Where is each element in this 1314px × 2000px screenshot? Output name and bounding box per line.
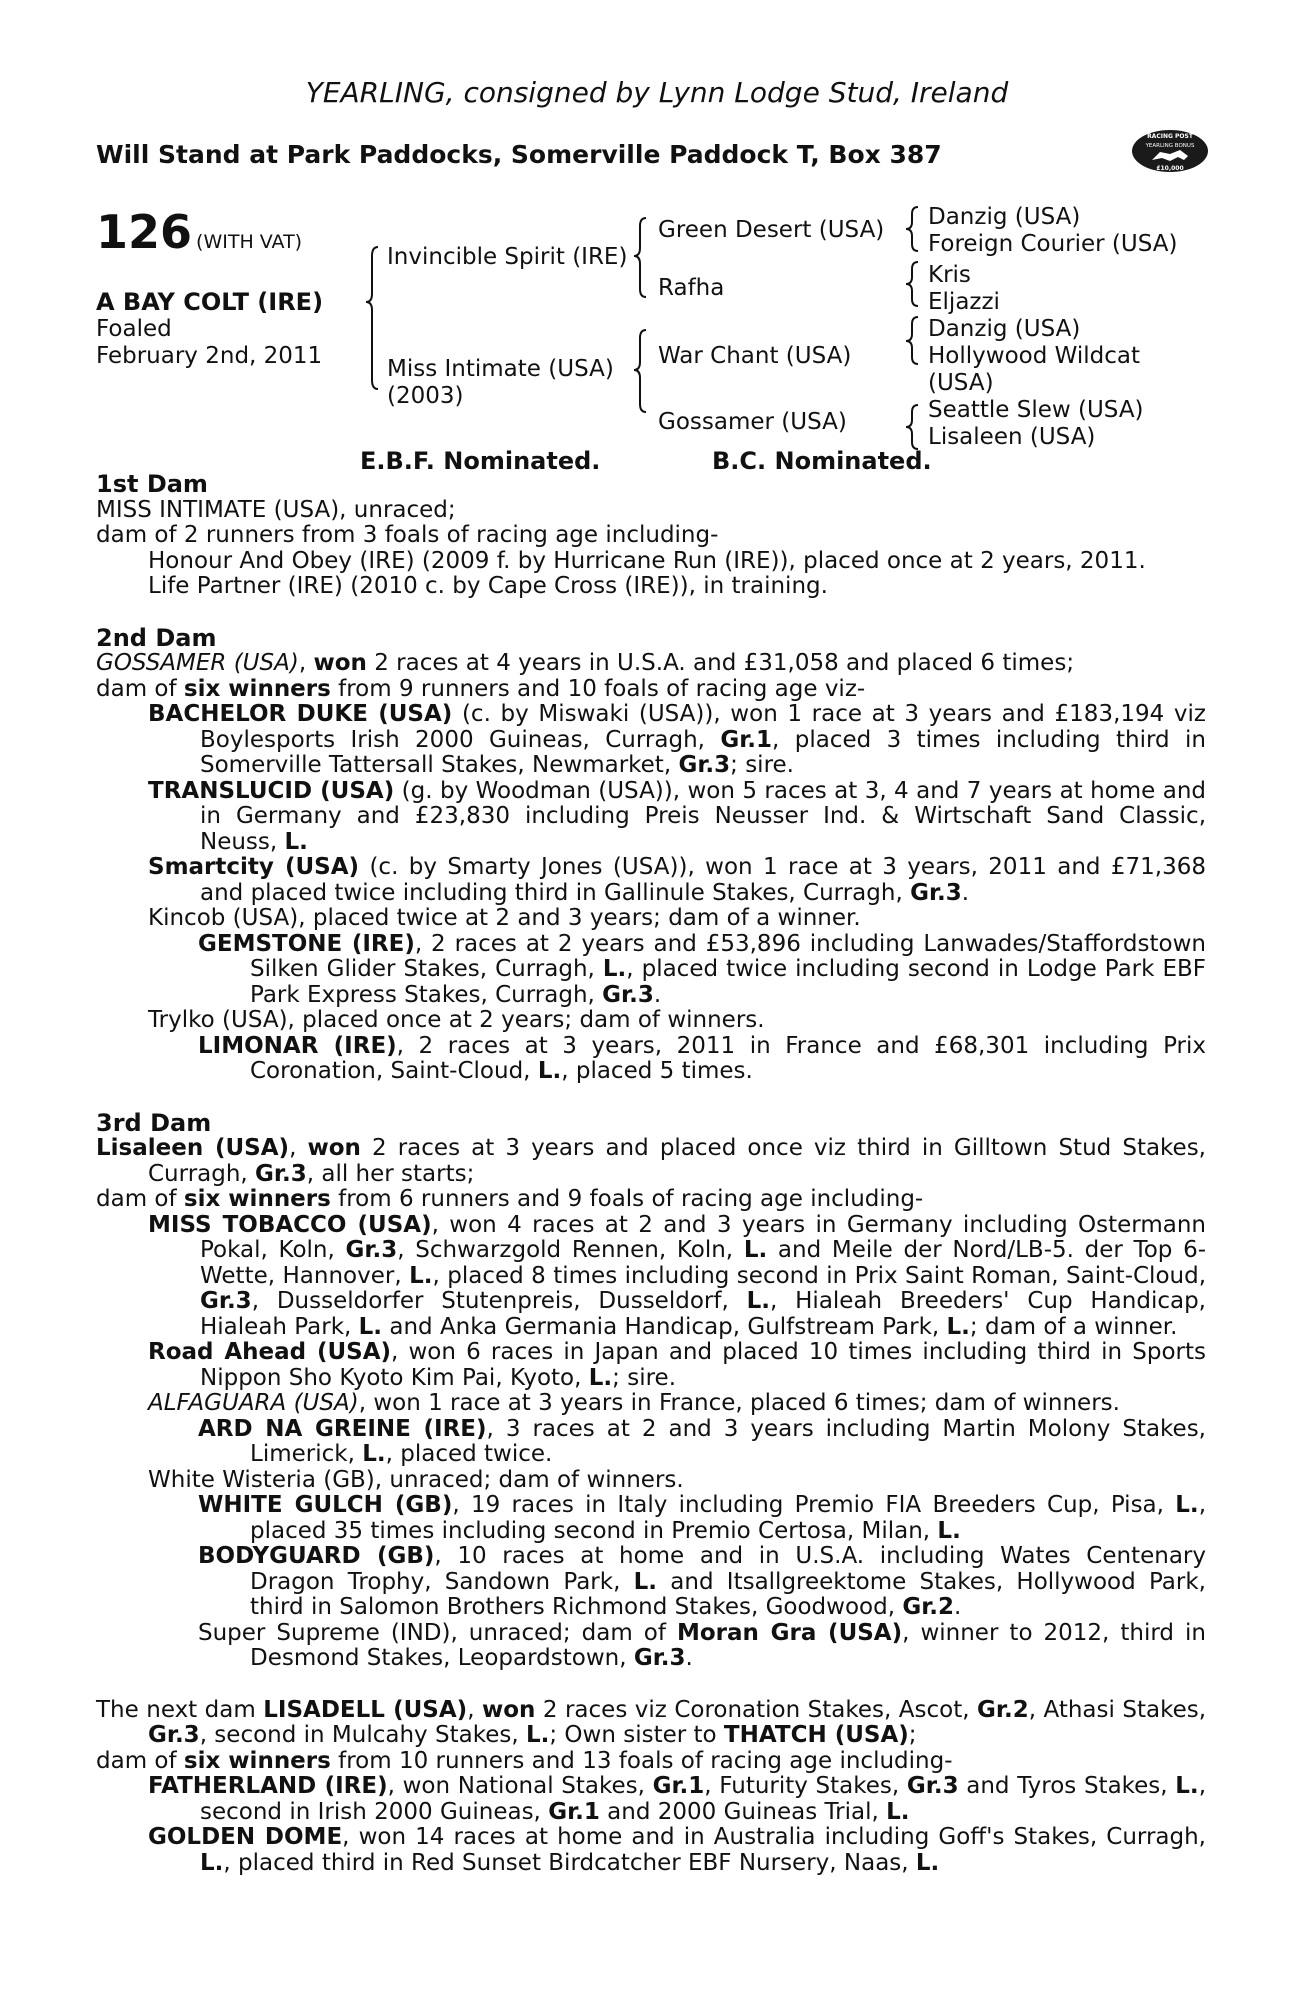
catalogue-page-body: 1st Dam MISS INTIMATE (USA), unraced; dam of 2 runners from 3 foals of racing age including- Honour And Obey (IRE) (2009 f. by Hurricane Run (IRE)), placed once at 2 years, 2011. Life Partner (IRE) (2010 c. by Cape Cross (IRE)), in training. 2nd Dam GOSSAMER (USA), won 2 races at 4 years in U.S.A. and £31,058 and placed 6 times; dam of six winners from 9 runners and 10 foals of racing age viz- BACHELOR DUKE (USA) (c. by Miswaki (USA)), won 1 race at 3 years and £183,194 viz Boylesports Irish 2000 Guineas, Curragh, Gr.1, placed 3 times including third in Somerville Tattersall Stakes, Newmarket, Gr.3; sire. TRANSLUCID (USA) (g. by Woodman (USA)), won 5 races at 3, 4 and 7 years at home and in Germany and £23,830 including Preis Neusser Ind. & Wirtschaft Sand Classic, Neuss, L. Smartcity (USA) (c. by Smarty Jones (USA)), won 1 race at 3 years, 2011 and £71,368 and placed twice including third in Gallinule Stakes, Curragh, Gr.3. Kincob (USA), placed twice at 2 and 3 years; dam of a winner. GEMSTONE (IRE), 2 races at 2 years and £53,896 including Lanwades/Staffordstown Silken Glider Stakes, Curragh, L., placed twice including second in Lodge Park EBF Park Express Stakes, Curragh, Gr.3. Trylko (USA), placed once at 2 years; dam of winners. LIMONAR (IRE), 2 races at 3 years, 2011 in France and £68,301 including Prix Coronation, Saint-Cloud, L., placed 5 times. 3rd Dam Lisaleen (USA), won 2 races at 3 years and placed once viz third in Gilltown Stud Stakes, Curragh, Gr.3, all her starts; dam of six winners from 6 runners and 9 foals of racing age including- MISS TOBACCO (USA), won 4 races at 2 and 3 years in Germany including Ostermann Pokal, Koln, Gr.3, Schwarzgold Rennen, Koln, L. and Meile der Nord/LB-5. der Top 6-Wette, Hannover, L., placed 8 times including second in Prix Saint Roman, Saint-Cloud, Gr.3, Dusseldorfer Stutenpreis, Dusseldorf, L., Hialeah Breeders' Cup Handicap, Hialeah Park, L. and Anka Germania Handicap, Gulfstream Park, L.; dam of a winner. Road Ahead (USA), won 6 races in Japan and placed 10 times including third in Sports Nippon Sho Kyoto Kim Pai, Kyoto, L.; sire. ALFAGUARA (USA), won 1 race at 3 years in France, placed 6 times; dam of winners. ARD NA GREINE (IRE), 3 races at 2 and 3 years including Martin Molony Stakes, Limerick, L., placed twice. White Wisteria (GB), unraced; dam of winners. WHITE GULCH (GB), 19 races in Italy including Premio FIA Breeders Cup, Pisa, L., placed 35 times including second in Premio Certosa, Milan, L. BODYGUARD (GB), 10 races at home and in U.S.A. including Wates Centenary Dragon Trophy, Sandown Park, L. and Itsallgreektome Stakes, Hollywood Park, third in Salomon Brothers Richmond Stakes, Goodwood, Gr.2. Super Supreme (IND), unraced; dam of Moran Gra (USA), winner to 2012, third in Desmond Stakes, Leopardstown, Gr.3. The next dam LISADELL (USA), won 2 races viz Coronation Stakes, Ascot, Gr.2, Athasi Stakes, Gr.3, second in Mulcahy Stakes, L.; Own sister to THATCH (USA); dam of six winners from 10 runners and 13 foals of racing age including- FATHERLAND (IRE), won National Stakes, Gr.1, Futurity Stakes, Gr.3 and Tyros Stakes, L., second in Irish 2000 Guineas, Gr.1 and 2000 Guineas Trial, L. GOLDEN DOME, won 14 races at home and in Australia including Goff's Stakes, Curragh, L., placed third in Red Sunset Birdcatcher EBF Nursery, Naas, L. [96,470,1207,1876]
pedigree-ssd: Foreign Courier (USA) [928,231,1178,257]
third-dam-heading: 3rd Dam [96,1108,212,1137]
second-dam-heading: 2nd Dam [96,623,217,652]
pedigree-ddd: Lisaleen (USA) [928,424,1096,450]
pedigree-sire: Invincible Spirit (IRE) [387,244,628,270]
bc-nominated: B.C. Nominated. [712,447,932,475]
pedigree-sire-sire: Green Desert (USA) [658,217,885,243]
pedigree-dsd-country: (USA) [928,370,994,396]
pedigree-dds: Seattle Slew (USA) [928,397,1144,423]
foaled-label: Foaled [96,316,172,342]
pedigree-dss: Danzig (USA) [928,316,1081,342]
pedigree-sdd: Eljazzi [928,289,1000,315]
pedigree-dsd: Hollywood Wildcat [928,343,1140,369]
pedigree-dam-name: Miss Intimate (USA) [387,356,614,382]
pedigree-dam-dam: Gossamer (USA) [658,409,847,435]
pedigree-sds: Kris [928,262,971,288]
first-dam-heading: 1st Dam [96,470,208,498]
pedigree-sss: Danzig (USA) [928,204,1081,230]
lot-description: A BAY COLT (IRE) [96,288,324,316]
ebf-nominated: E.B.F. Nominated. [360,447,601,475]
pedigree-sire-dam: Rafha [658,275,725,301]
page-header-title: YEARLING, consigned by Lynn Lodge Stud, Ireland [305,76,1009,109]
logo-amount-text: £10,000 [1156,165,1184,172]
foaled-date: February 2nd, 2011 [96,343,323,369]
stand-location: Will Stand at Park Paddocks, Somerville Paddock T, Box 387 [96,140,942,169]
pedigree-dam-year: (2003) [387,383,464,409]
lot-number: 126 [96,205,193,259]
pedigree-dam-sire: War Chant (USA) [658,343,852,369]
logo-mid-text: YEARLING BONUS [1145,143,1195,149]
logo-top-text: RACING POST [1147,133,1193,140]
lot-vat: (WITH VAT) [196,231,303,253]
